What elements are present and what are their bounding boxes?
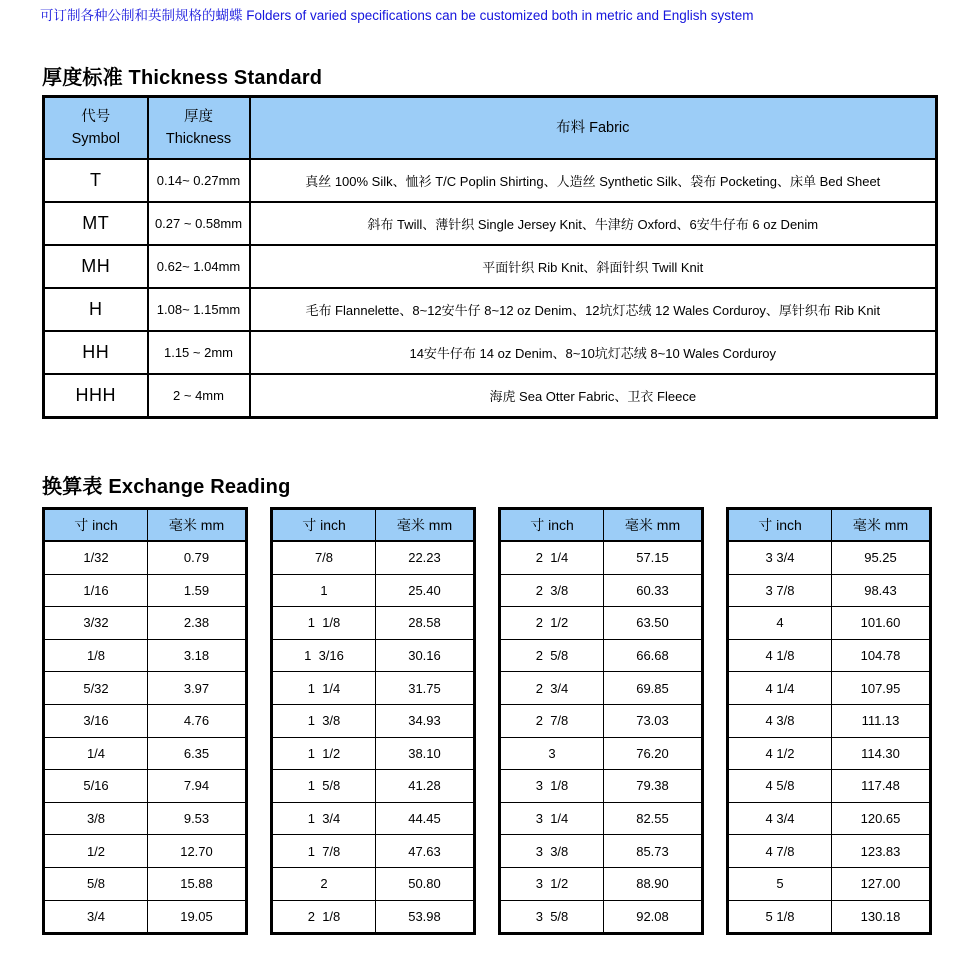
exchange-row bbox=[728, 639, 931, 672]
exchange-row bbox=[272, 607, 475, 640]
exchange-row bbox=[500, 770, 703, 803]
mm-cell: 66.68 bbox=[604, 639, 703, 672]
exchange-row bbox=[272, 737, 475, 770]
symbol-cell: MT bbox=[44, 202, 148, 245]
symbol-header-en: Symbol bbox=[71, 131, 120, 147]
exchange-row bbox=[728, 737, 931, 770]
symbol-cell: T bbox=[44, 159, 148, 202]
inch-cell: 4 1/8 bbox=[728, 639, 832, 672]
inch-cell: 1 5/8 bbox=[272, 770, 376, 803]
inch-cell: 1 3/16 bbox=[272, 639, 376, 672]
mm-cell: 44.45 bbox=[376, 802, 475, 835]
inch-cell: 5/32 bbox=[44, 672, 148, 705]
exchange-row bbox=[44, 672, 247, 705]
inch-cell: 3/4 bbox=[44, 900, 148, 934]
thickness-row bbox=[44, 374, 937, 418]
inch-column-header: 寸 inch bbox=[272, 509, 376, 542]
exchange-row bbox=[44, 639, 247, 672]
inch-cell: 7/8 bbox=[272, 541, 376, 574]
exchange-row bbox=[500, 802, 703, 835]
inch-cell: 3 3/8 bbox=[500, 835, 604, 868]
inch-cell: 3/16 bbox=[44, 704, 148, 737]
inch-cell: 1/32 bbox=[44, 541, 148, 574]
inch-cell: 2 3/8 bbox=[500, 574, 604, 607]
fabric-cell: 斜布 Twill、薄针织 Single Jersey Knit、牛津纺 Oxford、6安牛仔布 6 oz Denim bbox=[250, 202, 937, 245]
symbol-column-header bbox=[44, 97, 148, 160]
inch-cell: 2 1/4 bbox=[500, 541, 604, 574]
thickness-cell: 2 ~ 4mm bbox=[148, 374, 250, 418]
mm-cell: 30.16 bbox=[376, 639, 475, 672]
inch-cell: 1/8 bbox=[44, 639, 148, 672]
exchange-row bbox=[728, 607, 931, 640]
mm-cell: 41.28 bbox=[376, 770, 475, 803]
fabric-cell: 毛布 Flannelette、8~12安牛仔 8~12 oz Denim、12坑灯芯绒 12 Wales Corduroy、厚针织布 Rib Knit bbox=[250, 288, 937, 331]
exchange-header-row bbox=[500, 509, 703, 542]
exchange-row bbox=[44, 835, 247, 868]
inch-cell: 1 7/8 bbox=[272, 835, 376, 868]
inch-cell: 5/8 bbox=[44, 867, 148, 900]
exchange-row bbox=[728, 900, 931, 934]
inch-cell: 3 bbox=[500, 737, 604, 770]
exchange-row bbox=[500, 574, 703, 607]
exchange-row bbox=[272, 770, 475, 803]
mm-cell: 15.88 bbox=[148, 867, 247, 900]
inch-cell: 2 5/8 bbox=[500, 639, 604, 672]
mm-cell: 53.98 bbox=[376, 900, 475, 934]
inch-cell: 5 bbox=[728, 867, 832, 900]
mm-cell: 101.60 bbox=[832, 607, 931, 640]
inch-column-header: 寸 inch bbox=[500, 509, 604, 542]
fabric-cell: 海虎 Sea Otter Fabric、卫衣 Fleece bbox=[250, 374, 937, 418]
fabric-cell: 真丝 100% Silk、恤衫 T/C Poplin Shirting、人造丝 Synthetic Silk、袋布 Pocketing、床单 Bed Sheet bbox=[250, 159, 937, 202]
symbol-cell: HH bbox=[44, 331, 148, 374]
inch-cell: 1/4 bbox=[44, 737, 148, 770]
exchange-row bbox=[500, 639, 703, 672]
exchange-row bbox=[44, 867, 247, 900]
exchange-row bbox=[728, 704, 931, 737]
mm-cell: 19.05 bbox=[148, 900, 247, 934]
inch-cell: 4 3/4 bbox=[728, 802, 832, 835]
exchange-row bbox=[272, 672, 475, 705]
exchange-row bbox=[44, 900, 247, 934]
exchange-tables-container bbox=[42, 507, 932, 935]
mm-cell: 82.55 bbox=[604, 802, 703, 835]
inch-cell: 1 1/2 bbox=[272, 737, 376, 770]
symbol-header-cn: 代号 bbox=[81, 108, 111, 125]
inch-cell: 3 1/8 bbox=[500, 770, 604, 803]
mm-cell: 127.00 bbox=[832, 867, 931, 900]
exchange-row bbox=[272, 802, 475, 835]
exchange-row bbox=[272, 835, 475, 868]
exchange-header-row bbox=[272, 509, 475, 542]
thickness-header-en: Thickness bbox=[165, 131, 232, 147]
inch-cell: 2 1/2 bbox=[500, 607, 604, 640]
inch-cell: 5 1/8 bbox=[728, 900, 832, 934]
exchange-row bbox=[500, 607, 703, 640]
exchange-section-title: 换算表 Exchange Reading bbox=[42, 476, 291, 498]
mm-cell: 85.73 bbox=[604, 835, 703, 868]
exchange-row bbox=[728, 574, 931, 607]
mm-cell: 1.59 bbox=[148, 574, 247, 607]
exchange-row bbox=[44, 574, 247, 607]
inch-cell: 3 1/4 bbox=[500, 802, 604, 835]
mm-cell: 31.75 bbox=[376, 672, 475, 705]
inch-cell: 3 3/4 bbox=[728, 541, 832, 574]
inch-cell: 3/8 bbox=[44, 802, 148, 835]
symbol-cell: MH bbox=[44, 245, 148, 288]
exchange-table-3 bbox=[498, 507, 704, 935]
mm-cell: 73.03 bbox=[604, 704, 703, 737]
exchange-table-2 bbox=[270, 507, 476, 935]
exchange-header-row bbox=[728, 509, 931, 542]
mm-cell: 6.35 bbox=[148, 737, 247, 770]
mm-column-header: 毫米 mm bbox=[376, 509, 475, 542]
thickness-section-title: 厚度标准 Thickness Standard bbox=[42, 67, 323, 89]
inch-cell: 4 1/2 bbox=[728, 737, 832, 770]
thickness-header-row bbox=[44, 97, 937, 160]
thickness-row bbox=[44, 159, 937, 202]
mm-cell: 114.30 bbox=[832, 737, 931, 770]
inch-cell: 1 1/8 bbox=[272, 607, 376, 640]
thickness-row bbox=[44, 331, 937, 374]
exchange-table-1 bbox=[42, 507, 248, 935]
inch-cell: 1/16 bbox=[44, 574, 148, 607]
exchange-row bbox=[44, 541, 247, 574]
exchange-row bbox=[500, 672, 703, 705]
inch-cell: 4 3/8 bbox=[728, 704, 832, 737]
mm-cell: 123.83 bbox=[832, 835, 931, 868]
thickness-cell: 0.27 ~ 0.58mm bbox=[148, 202, 250, 245]
mm-cell: 3.97 bbox=[148, 672, 247, 705]
mm-cell: 88.90 bbox=[604, 867, 703, 900]
exchange-row bbox=[500, 541, 703, 574]
thickness-cell: 1.08~ 1.15mm bbox=[148, 288, 250, 331]
exchange-row bbox=[44, 704, 247, 737]
thickness-cell: 0.14~ 0.27mm bbox=[148, 159, 250, 202]
mm-cell: 38.10 bbox=[376, 737, 475, 770]
inch-cell: 2 3/4 bbox=[500, 672, 604, 705]
thickness-row bbox=[44, 245, 937, 288]
mm-cell: 12.70 bbox=[148, 835, 247, 868]
mm-cell: 50.80 bbox=[376, 867, 475, 900]
exchange-row bbox=[728, 541, 931, 574]
mm-column-header: 毫米 mm bbox=[604, 509, 703, 542]
exchange-row bbox=[728, 867, 931, 900]
exchange-row bbox=[500, 704, 703, 737]
inch-cell: 4 5/8 bbox=[728, 770, 832, 803]
inch-cell: 2 bbox=[272, 867, 376, 900]
fabric-cell: 平面针织 Rib Knit、斜面针织 Twill Knit bbox=[250, 245, 937, 288]
inch-column-header: 寸 inch bbox=[728, 509, 832, 542]
exchange-row bbox=[272, 867, 475, 900]
mm-cell: 95.25 bbox=[832, 541, 931, 574]
thickness-cell: 1.15 ~ 2mm bbox=[148, 331, 250, 374]
inch-cell: 3/32 bbox=[44, 607, 148, 640]
inch-cell: 1 1/4 bbox=[272, 672, 376, 705]
exchange-row bbox=[272, 704, 475, 737]
exchange-row bbox=[272, 541, 475, 574]
mm-cell: 111.13 bbox=[832, 704, 931, 737]
inch-cell: 1 3/8 bbox=[272, 704, 376, 737]
exchange-row bbox=[272, 900, 475, 934]
exchange-row bbox=[728, 802, 931, 835]
inch-cell: 4 1/4 bbox=[728, 672, 832, 705]
exchange-row bbox=[500, 867, 703, 900]
exchange-row bbox=[272, 639, 475, 672]
mm-cell: 0.79 bbox=[148, 541, 247, 574]
mm-cell: 130.18 bbox=[832, 900, 931, 934]
exchange-row bbox=[44, 737, 247, 770]
inch-cell: 3 7/8 bbox=[728, 574, 832, 607]
mm-cell: 4.76 bbox=[148, 704, 247, 737]
mm-cell: 34.93 bbox=[376, 704, 475, 737]
exchange-row bbox=[44, 607, 247, 640]
mm-cell: 28.58 bbox=[376, 607, 475, 640]
exchange-row bbox=[728, 835, 931, 868]
thickness-column-header bbox=[148, 97, 250, 160]
mm-cell: 47.63 bbox=[376, 835, 475, 868]
mm-column-header: 毫米 mm bbox=[832, 509, 931, 542]
fabric-cell: 14安牛仔布 14 oz Denim、8~10坑灯芯绒 8~10 Wales Corduroy bbox=[250, 331, 937, 374]
inch-cell: 4 7/8 bbox=[728, 835, 832, 868]
inch-cell: 2 1/8 bbox=[272, 900, 376, 934]
mm-cell: 7.94 bbox=[148, 770, 247, 803]
mm-cell: 107.95 bbox=[832, 672, 931, 705]
thickness-row bbox=[44, 288, 937, 331]
exchange-row bbox=[500, 835, 703, 868]
exchange-row bbox=[272, 574, 475, 607]
mm-cell: 69.85 bbox=[604, 672, 703, 705]
exchange-row bbox=[44, 770, 247, 803]
inch-cell: 4 bbox=[728, 607, 832, 640]
mm-cell: 92.08 bbox=[604, 900, 703, 934]
thickness-row bbox=[44, 202, 937, 245]
mm-cell: 22.23 bbox=[376, 541, 475, 574]
inch-cell: 3 1/2 bbox=[500, 867, 604, 900]
exchange-row bbox=[728, 770, 931, 803]
mm-cell: 2.38 bbox=[148, 607, 247, 640]
mm-cell: 76.20 bbox=[604, 737, 703, 770]
inch-cell: 3 5/8 bbox=[500, 900, 604, 934]
exchange-row bbox=[500, 737, 703, 770]
exchange-header-row bbox=[44, 509, 247, 542]
fabric-column-header: 布料 Fabric bbox=[250, 97, 937, 160]
exchange-table-4 bbox=[726, 507, 932, 935]
exchange-row bbox=[728, 672, 931, 705]
mm-column-header: 毫米 mm bbox=[148, 509, 247, 542]
thickness-header-cn: 厚度 bbox=[184, 108, 213, 125]
mm-cell: 60.33 bbox=[604, 574, 703, 607]
mm-cell: 120.65 bbox=[832, 802, 931, 835]
inch-cell: 5/16 bbox=[44, 770, 148, 803]
inch-cell: 2 7/8 bbox=[500, 704, 604, 737]
inch-cell: 1 bbox=[272, 574, 376, 607]
mm-cell: 9.53 bbox=[148, 802, 247, 835]
mm-cell: 63.50 bbox=[604, 607, 703, 640]
mm-cell: 117.48 bbox=[832, 770, 931, 803]
inch-column-header: 寸 inch bbox=[44, 509, 148, 542]
inch-cell: 1 3/4 bbox=[272, 802, 376, 835]
mm-cell: 79.38 bbox=[604, 770, 703, 803]
thickness-standard-table bbox=[42, 95, 938, 419]
inch-cell: 1/2 bbox=[44, 835, 148, 868]
symbol-cell: HHH bbox=[44, 374, 148, 418]
mm-cell: 25.40 bbox=[376, 574, 475, 607]
mm-cell: 104.78 bbox=[832, 639, 931, 672]
exchange-row bbox=[500, 900, 703, 934]
mm-cell: 57.15 bbox=[604, 541, 703, 574]
top-note: 可订制各种公制和英制规格的蝴蝶 Folders of varied specifications can be customized both in metric and English system bbox=[40, 8, 754, 23]
exchange-row bbox=[44, 802, 247, 835]
mm-cell: 98.43 bbox=[832, 574, 931, 607]
thickness-cell: 0.62~ 1.04mm bbox=[148, 245, 250, 288]
symbol-cell: H bbox=[44, 288, 148, 331]
mm-cell: 3.18 bbox=[148, 639, 247, 672]
